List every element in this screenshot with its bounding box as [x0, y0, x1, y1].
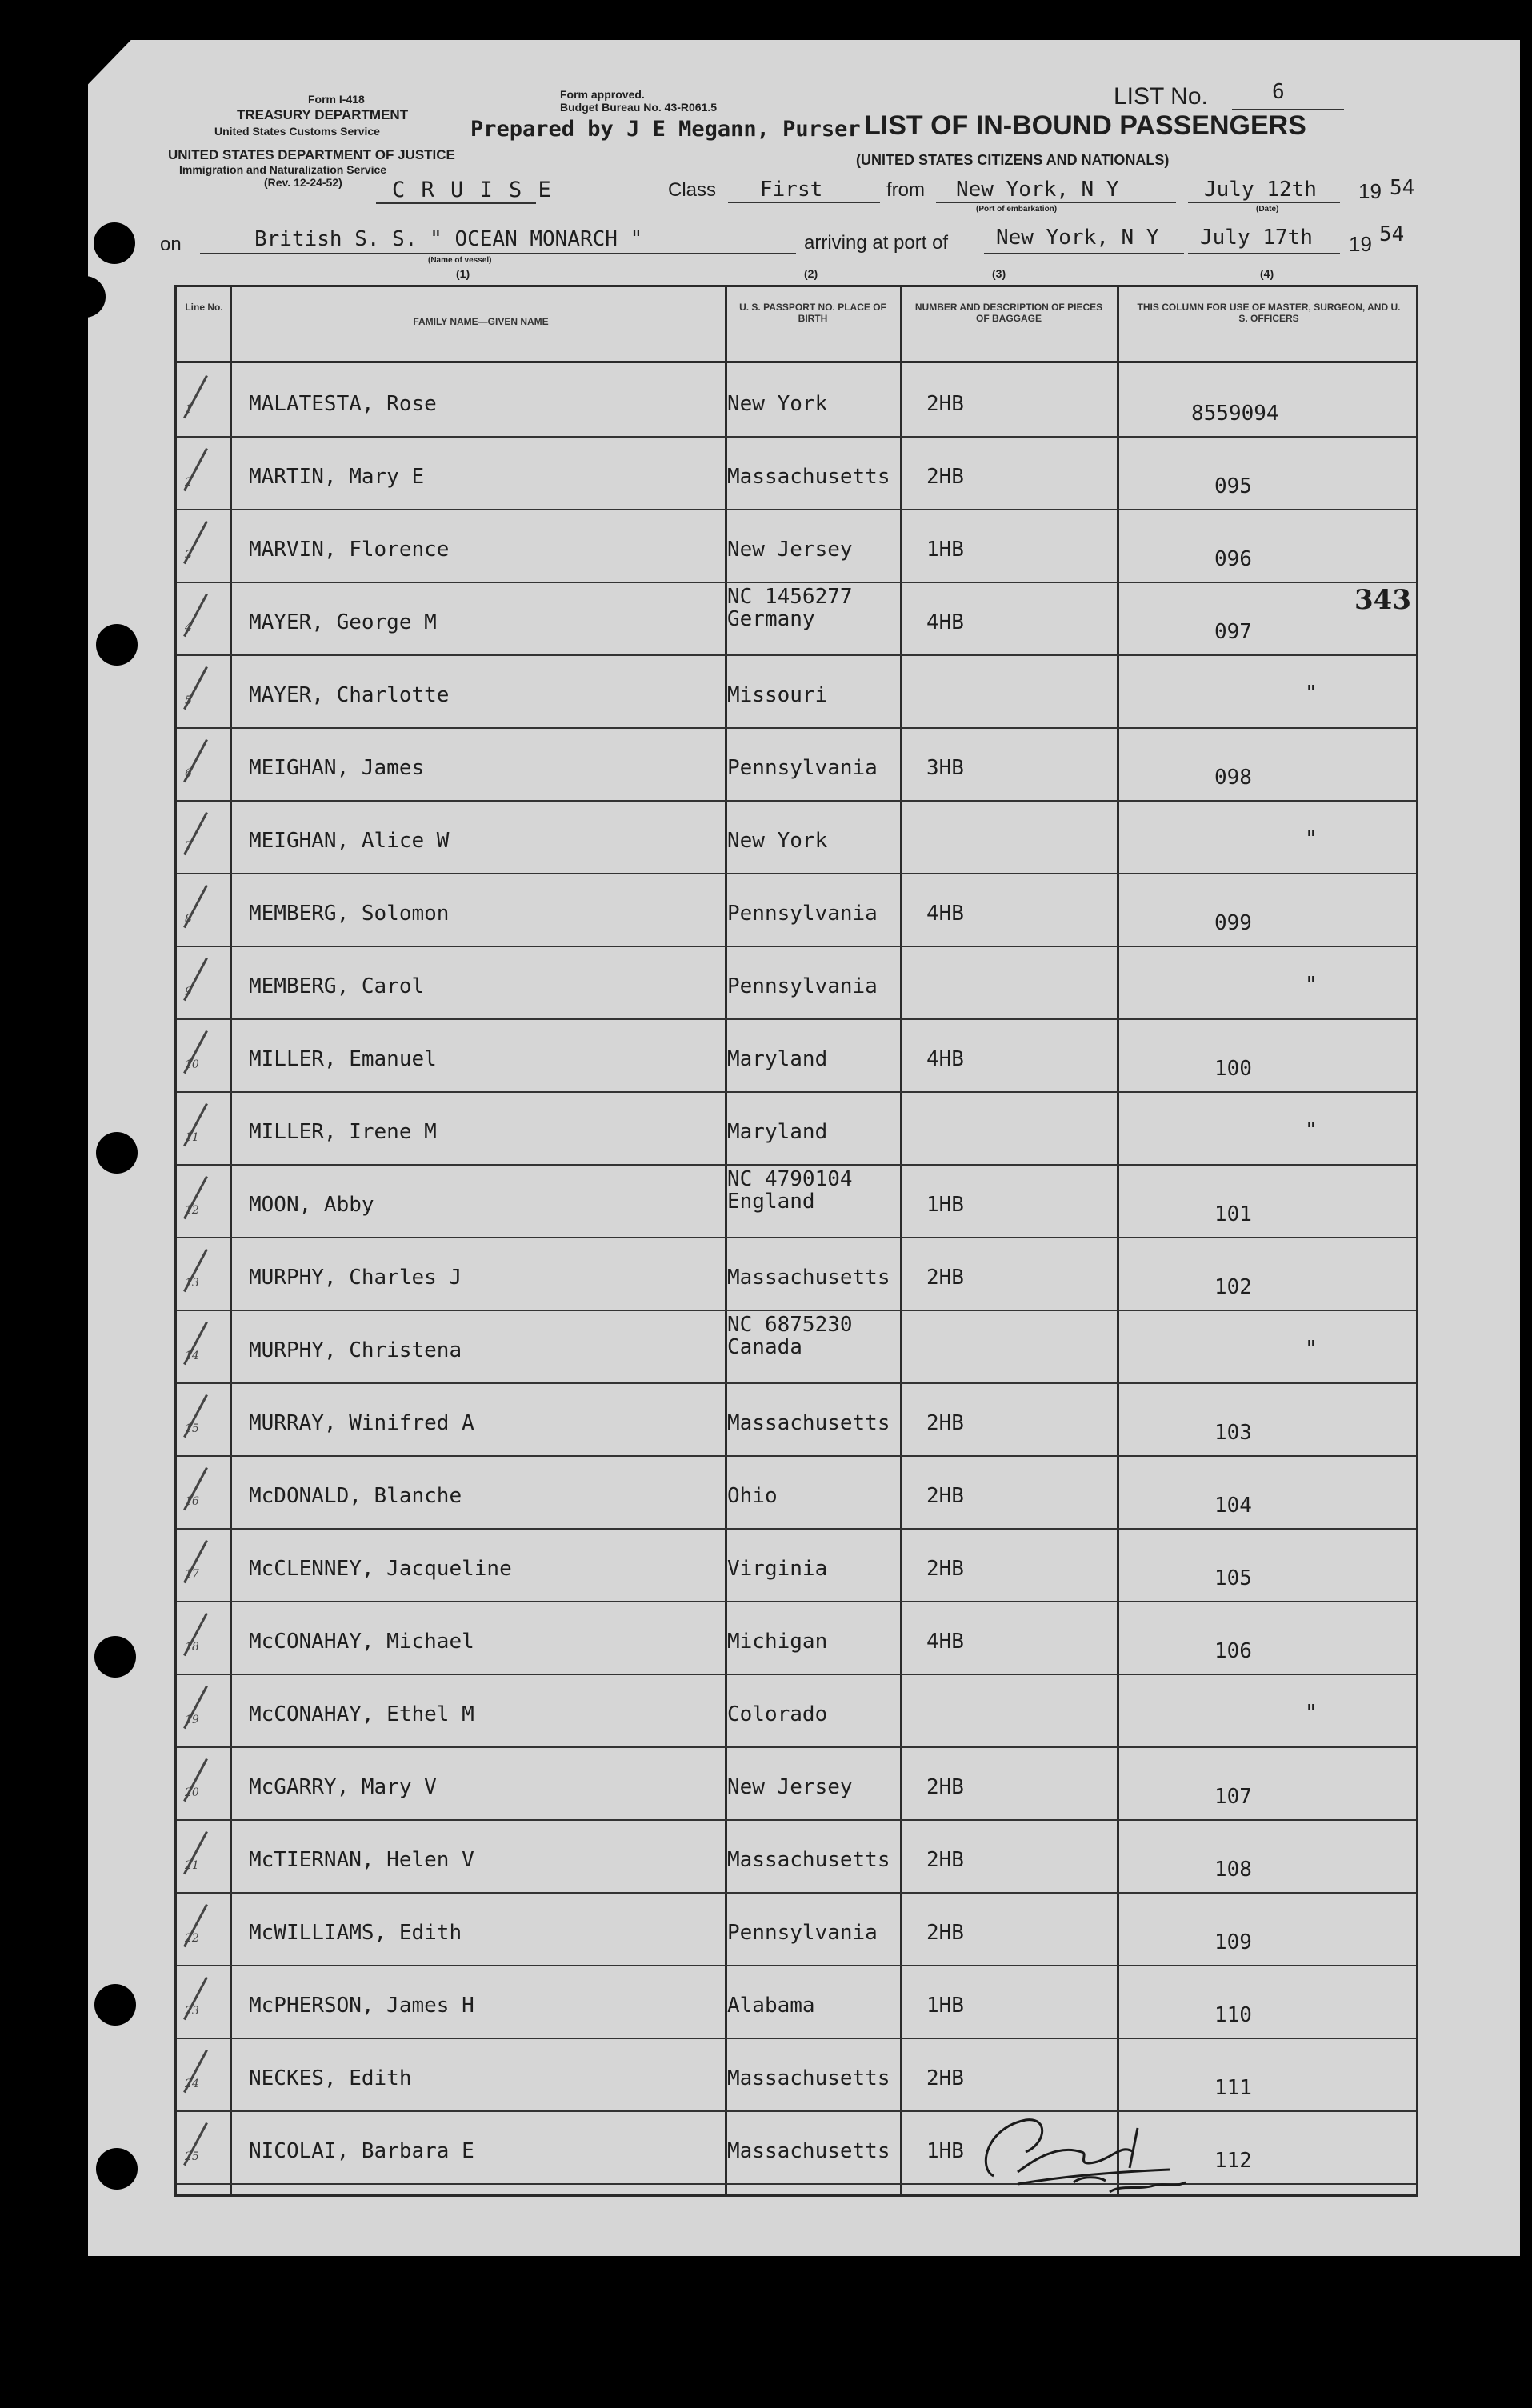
- budget-bureau: Budget Bureau No. 43-R061.5: [560, 101, 718, 114]
- vessel-name: British S. S. " OCEAN MONARCH ": [254, 227, 643, 251]
- officer-number: 111: [1214, 2076, 1252, 2100]
- passenger-name: NECKES, Edith: [249, 2066, 412, 2090]
- officer-number: ": [1305, 827, 1318, 851]
- on-label: on: [160, 234, 182, 255]
- table-row: [177, 1237, 1416, 1311]
- passport-number: NC 1456277: [727, 585, 853, 609]
- inspector-signature: [970, 2096, 1202, 2216]
- line-number: 9: [185, 986, 192, 998]
- baggage-count: 2HB: [926, 1848, 964, 1872]
- header-passport: U. S. PASSPORT NO. PLACE OF BIRTH: [739, 302, 886, 324]
- place-of-birth: Maryland: [727, 1120, 828, 1144]
- passenger-name: MAYER, George M: [249, 610, 437, 634]
- passenger-name: MILLER, Irene M: [249, 1120, 437, 1144]
- officer-number: 102: [1214, 1275, 1252, 1299]
- baggage-count: 4HB: [926, 1047, 964, 1071]
- passenger-name: NICOLAI, Barbara E: [249, 2139, 474, 2163]
- table-row: [177, 1601, 1416, 1675]
- line-number: 8: [185, 913, 192, 926]
- from-caption: (Port of embarkation): [976, 205, 1058, 214]
- revision-date: (Rev. 12-24-52): [264, 176, 342, 189]
- passenger-name: MALATESTA, Rose: [249, 392, 437, 416]
- officer-number: 096: [1214, 547, 1252, 571]
- place-of-birth: Pennsylvania: [727, 902, 878, 926]
- officer-number: 109: [1214, 1930, 1252, 1954]
- column-number-3: (3): [992, 267, 1006, 280]
- form-number: Form I-418: [308, 93, 365, 106]
- officer-number: ": [1305, 1701, 1318, 1725]
- passenger-name: MEMBERG, Carol: [249, 974, 425, 998]
- baggage-count: 2HB: [926, 1557, 964, 1581]
- passenger-name: MAYER, Charlotte: [249, 683, 450, 707]
- table-row: [177, 1674, 1416, 1748]
- baggage-count: 1HB: [926, 2139, 964, 2163]
- table-row: [177, 800, 1416, 874]
- passenger-name: McCLENNEY, Jacqueline: [249, 1557, 512, 1581]
- baggage-count: 4HB: [926, 1630, 964, 1654]
- baggage-count: 2HB: [926, 1775, 964, 1799]
- table-row: [177, 436, 1416, 510]
- baggage-count: 4HB: [926, 610, 964, 634]
- officer-number: 112: [1214, 2149, 1252, 2173]
- table-row: [177, 1819, 1416, 1894]
- agency-treasury: TREASURY DEPARTMENT: [237, 107, 409, 122]
- line-number: 3: [185, 549, 192, 562]
- passenger-name: McPHERSON, James H: [249, 1994, 474, 2018]
- punch-hole: [94, 1984, 136, 2026]
- header-baggage: NUMBER AND DESCRIPTION OF PIECES OF BAGGAGE: [914, 302, 1103, 324]
- line-number: 21: [185, 1859, 199, 1872]
- place-of-birth: Massachusetts: [727, 2139, 890, 2163]
- punch-hole: [96, 624, 138, 666]
- passenger-name: McCONAHAY, Ethel M: [249, 1702, 474, 1726]
- class-value: First: [760, 178, 823, 202]
- officer-number: 108: [1214, 1858, 1252, 1882]
- baggage-count: 2HB: [926, 2066, 964, 2090]
- passenger-name: McWILLIAMS, Edith: [249, 1921, 462, 1945]
- baggage-count: 2HB: [926, 1266, 964, 1290]
- passenger-name: MARVIN, Florence: [249, 538, 450, 562]
- baggage-count: 4HB: [926, 902, 964, 926]
- place-of-birth: Colorado: [727, 1702, 828, 1726]
- place-of-birth: Alabama: [727, 1994, 815, 2018]
- arrival-date: July 17th: [1200, 226, 1313, 250]
- officer-number: 097: [1214, 620, 1252, 644]
- line-number: 15: [185, 1422, 199, 1435]
- list-subtitle: (UNITED STATES CITIZENS AND NATIONALS): [856, 152, 1170, 168]
- place-of-birth: Michigan: [727, 1630, 828, 1654]
- officer-number: 110: [1214, 2003, 1252, 2027]
- passenger-table: [174, 285, 1418, 2197]
- year1-value: 54: [1390, 176, 1415, 200]
- passenger-name: MURRAY, Winifred A: [249, 1411, 474, 1435]
- line-number: 14: [185, 1350, 199, 1362]
- officer-number: 099: [1214, 911, 1252, 935]
- baggage-count: 1HB: [926, 1994, 964, 2018]
- table-row: [177, 1965, 1416, 2039]
- place-of-birth: Maryland: [727, 1047, 828, 1071]
- form-approved: Form approved.: [560, 88, 645, 101]
- place-of-birth: Missouri: [727, 683, 828, 707]
- passenger-name: McDONALD, Blanche: [249, 1484, 462, 1508]
- list-no-value: 6: [1272, 80, 1285, 104]
- arrival-port: New York, N Y: [996, 226, 1159, 250]
- table-row: [177, 1746, 1416, 1821]
- line-number: 23: [185, 2005, 199, 2018]
- baggage-count: 2HB: [926, 392, 964, 416]
- punch-hole: [64, 276, 106, 318]
- agency-customs: United States Customs Service: [214, 125, 380, 138]
- line-number: 2: [185, 476, 192, 489]
- table-row: [177, 1018, 1416, 1093]
- line-number: 10: [185, 1058, 199, 1071]
- baggage-count: 2HB: [926, 1921, 964, 1945]
- passport-number: NC 4790104: [727, 1167, 853, 1191]
- line-number: 22: [185, 1932, 199, 1945]
- table-row: [177, 1382, 1416, 1457]
- prepared-by: Prepared by J E Megann, Purser: [470, 117, 861, 142]
- passenger-name: McCONAHAY, Michael: [249, 1630, 474, 1654]
- place-of-birth: Massachusetts: [727, 1266, 890, 1290]
- table-row: [177, 1164, 1416, 1238]
- officer-number: 098: [1214, 766, 1252, 790]
- class-label: Class: [668, 179, 717, 201]
- passenger-name: MEMBERG, Solomon: [249, 902, 450, 926]
- cruise-label: C R U I S E: [392, 178, 553, 202]
- baggage-count: 3HB: [926, 756, 964, 780]
- table-row: [177, 363, 1416, 438]
- table-row: [177, 1892, 1416, 1966]
- place-of-birth: Ohio: [727, 1484, 778, 1508]
- place-of-birth: Massachusetts: [727, 1848, 890, 1872]
- table-row: [177, 1528, 1416, 1602]
- place-of-birth: New Jersey: [727, 538, 853, 562]
- year2-value: 54: [1379, 222, 1405, 246]
- table-row: [177, 1091, 1416, 1166]
- baggage-count: 1HB: [926, 538, 964, 562]
- officer-number: ": [1305, 1118, 1318, 1142]
- passenger-name: MARTIN, Mary E: [249, 465, 425, 489]
- officer-number: 106: [1214, 1639, 1252, 1663]
- officer-number: ": [1305, 973, 1318, 997]
- vessel-caption: (Name of vessel): [428, 256, 492, 265]
- passenger-name: McGARRY, Mary V: [249, 1775, 437, 1799]
- officer-number: ": [1305, 682, 1318, 706]
- line-number: 4: [185, 622, 192, 634]
- place-of-birth: Pennsylvania: [727, 756, 878, 780]
- place-of-birth: Virginia: [727, 1557, 828, 1581]
- passenger-name: MEIGHAN, James: [249, 756, 425, 780]
- line-number: 12: [185, 1204, 199, 1217]
- place-of-birth: England: [727, 1190, 815, 1214]
- column-number-2: (2): [804, 267, 818, 280]
- baggage-count: 2HB: [926, 465, 964, 489]
- line-number: 7: [185, 840, 192, 853]
- line-number: 18: [185, 1641, 199, 1654]
- place-of-birth: Pennsylvania: [727, 974, 878, 998]
- place-of-birth: Pennsylvania: [727, 1921, 878, 1945]
- passenger-name: MEIGHAN, Alice W: [249, 829, 450, 853]
- place-of-birth: Germany: [727, 607, 815, 631]
- baggage-count: 2HB: [926, 1484, 964, 1508]
- line-number: 13: [185, 1277, 199, 1290]
- arriving-label: arriving at port of: [804, 232, 949, 254]
- list-title: LIST OF IN-BOUND PASSENGERS: [864, 110, 1306, 141]
- place-of-birth: Canada: [727, 1335, 802, 1359]
- header-line-no: Line No.: [185, 302, 223, 313]
- column-number-1: (1): [456, 267, 470, 280]
- officer-number: 105: [1214, 1566, 1252, 1590]
- punch-hole: [96, 1132, 138, 1174]
- place-of-birth: New Jersey: [727, 1775, 853, 1799]
- line-number: 16: [185, 1495, 199, 1508]
- agency-justice: UNITED STATES DEPARTMENT OF JUSTICE: [168, 147, 455, 162]
- line-number: 5: [185, 694, 192, 707]
- place-of-birth: New York: [727, 392, 828, 416]
- punch-hole: [94, 222, 135, 264]
- punch-hole: [94, 1636, 136, 1678]
- line-number: 19: [185, 1714, 199, 1726]
- from-label: from: [886, 179, 925, 201]
- place-of-birth: Massachusetts: [727, 2066, 890, 2090]
- officer-number: 104: [1214, 1494, 1252, 1518]
- from-port: New York, N Y: [956, 178, 1119, 202]
- passport-number: NC 6875230: [727, 1313, 853, 1337]
- departure-date: July 12th: [1204, 178, 1317, 202]
- line-number: 24: [185, 2078, 199, 2090]
- table-row: [177, 873, 1416, 947]
- passenger-name: MURPHY, Charles J: [249, 1266, 462, 1290]
- officer-number: 8559094: [1191, 402, 1279, 426]
- line-number: 20: [185, 1786, 199, 1799]
- list-no-label: LIST No.: [1114, 83, 1208, 110]
- header-officers: THIS COLUMN FOR USE OF MASTER, SURGEON, AND U. S. OFFICERS: [1137, 302, 1401, 324]
- officer-number: 101: [1214, 1202, 1252, 1226]
- passenger-name: MILLER, Emanuel: [249, 1047, 437, 1071]
- passenger-name: McTIERNAN, Helen V: [249, 1848, 474, 1872]
- place-of-birth: Massachusetts: [727, 1411, 890, 1435]
- table-row: [177, 654, 1416, 729]
- year2-prefix: 19: [1349, 232, 1372, 256]
- year1-prefix: 19: [1358, 179, 1382, 203]
- table-row: [177, 946, 1416, 1020]
- officer-number: 095: [1214, 474, 1252, 498]
- baggage-count: 2HB: [926, 1411, 964, 1435]
- officer-number: 107: [1214, 1785, 1252, 1809]
- table-row: [177, 2038, 1416, 2112]
- table-row: [177, 582, 1416, 656]
- officer-number: ": [1305, 1337, 1318, 1361]
- punch-hole: [96, 2148, 138, 2190]
- passenger-name: MURPHY, Christena: [249, 1338, 462, 1362]
- place-of-birth: New York: [727, 829, 828, 853]
- header-name: FAMILY NAME—GIVEN NAME: [413, 316, 549, 327]
- table-row: [177, 1310, 1416, 1384]
- date-caption: (Date): [1256, 205, 1279, 214]
- line-number: 1: [185, 403, 192, 416]
- margin-stamp-number: 343: [1354, 584, 1411, 616]
- table-row: [177, 509, 1416, 583]
- officer-number: 100: [1214, 1057, 1252, 1081]
- table-row: [177, 2110, 1416, 2185]
- table-row: [177, 1455, 1416, 1530]
- line-number: 6: [185, 767, 192, 780]
- column-number-4: (4): [1260, 267, 1274, 280]
- place-of-birth: Massachusetts: [727, 465, 890, 489]
- line-number: 11: [185, 1131, 199, 1144]
- baggage-count: 1HB: [926, 1193, 964, 1217]
- officer-number: 103: [1214, 1421, 1252, 1445]
- table-row: [177, 727, 1416, 802]
- passenger-name: MOON, Abby: [249, 1193, 374, 1217]
- agency-ins: Immigration and Naturalization Service: [179, 163, 387, 176]
- line-number: 25: [185, 2150, 199, 2163]
- line-number: 17: [185, 1568, 199, 1581]
